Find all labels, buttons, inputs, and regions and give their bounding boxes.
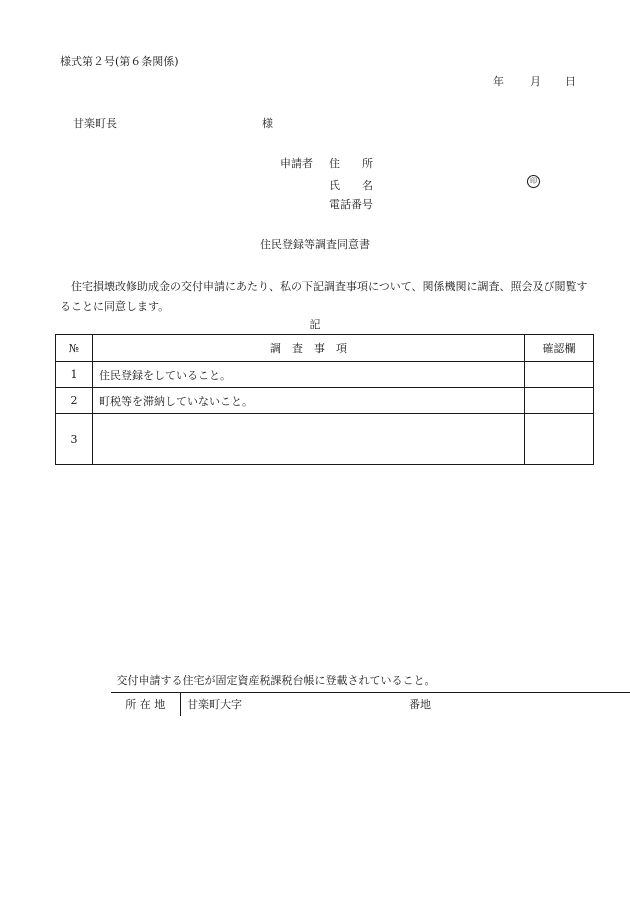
location-value: [181, 692, 630, 716]
investigation-table: [55, 334, 594, 711]
addressee-name: 甘楽町長: [73, 117, 117, 130]
table-row: [56, 362, 594, 388]
date-year: 年: [493, 75, 504, 88]
row-item: 住民登録をしていること。: [93, 362, 525, 388]
applicant-label: 申請者: [280, 157, 313, 170]
header-confirm: 確認欄: [525, 335, 594, 362]
location-label: 所 在 地: [111, 692, 181, 716]
row-item-group: [93, 414, 525, 711]
consent-text: 住宅損壊改修助成金の交付申請にあたり、私の下記調査事項について、関係機関に調査、照会及び閲覧することに同意します。: [60, 280, 588, 313]
confirm-cell[interactable]: [525, 414, 594, 465]
document-title: 住民登録等調査同意書: [260, 238, 370, 251]
form-number: 様式第２号(第６条関係): [60, 55, 179, 68]
address-label: 住 所: [329, 157, 373, 170]
name-label: 氏 名: [329, 179, 373, 192]
row-number: 2: [56, 388, 93, 414]
location-prefix: 甘楽町大字: [187, 698, 242, 711]
addressee-honorific: 様: [262, 117, 273, 130]
row-3-inner: [111, 669, 630, 716]
header-no: №: [56, 335, 93, 362]
seal-mark: 印: [527, 175, 540, 188]
header-item: 調 査 事 項: [93, 335, 525, 362]
confirm-cell[interactable]: [525, 362, 594, 388]
row-number: 3: [56, 414, 93, 465]
date-month: 月: [530, 75, 541, 88]
confirm-cell[interactable]: [525, 388, 594, 414]
phone-label: 電話番号: [329, 198, 373, 211]
location-suffix: 番地: [409, 698, 431, 711]
table-row: [56, 388, 594, 414]
row-item: 交付申請する住宅が固定資産税課税台帳に登載されていること。: [111, 669, 630, 693]
table-header-row: [56, 335, 594, 362]
row-item: 町税等を滞納していないこと。: [93, 388, 525, 414]
ki-heading: 記: [309, 318, 321, 331]
date-day: 日: [565, 75, 576, 88]
table-row: [56, 414, 594, 465]
row-number: 1: [56, 362, 93, 388]
